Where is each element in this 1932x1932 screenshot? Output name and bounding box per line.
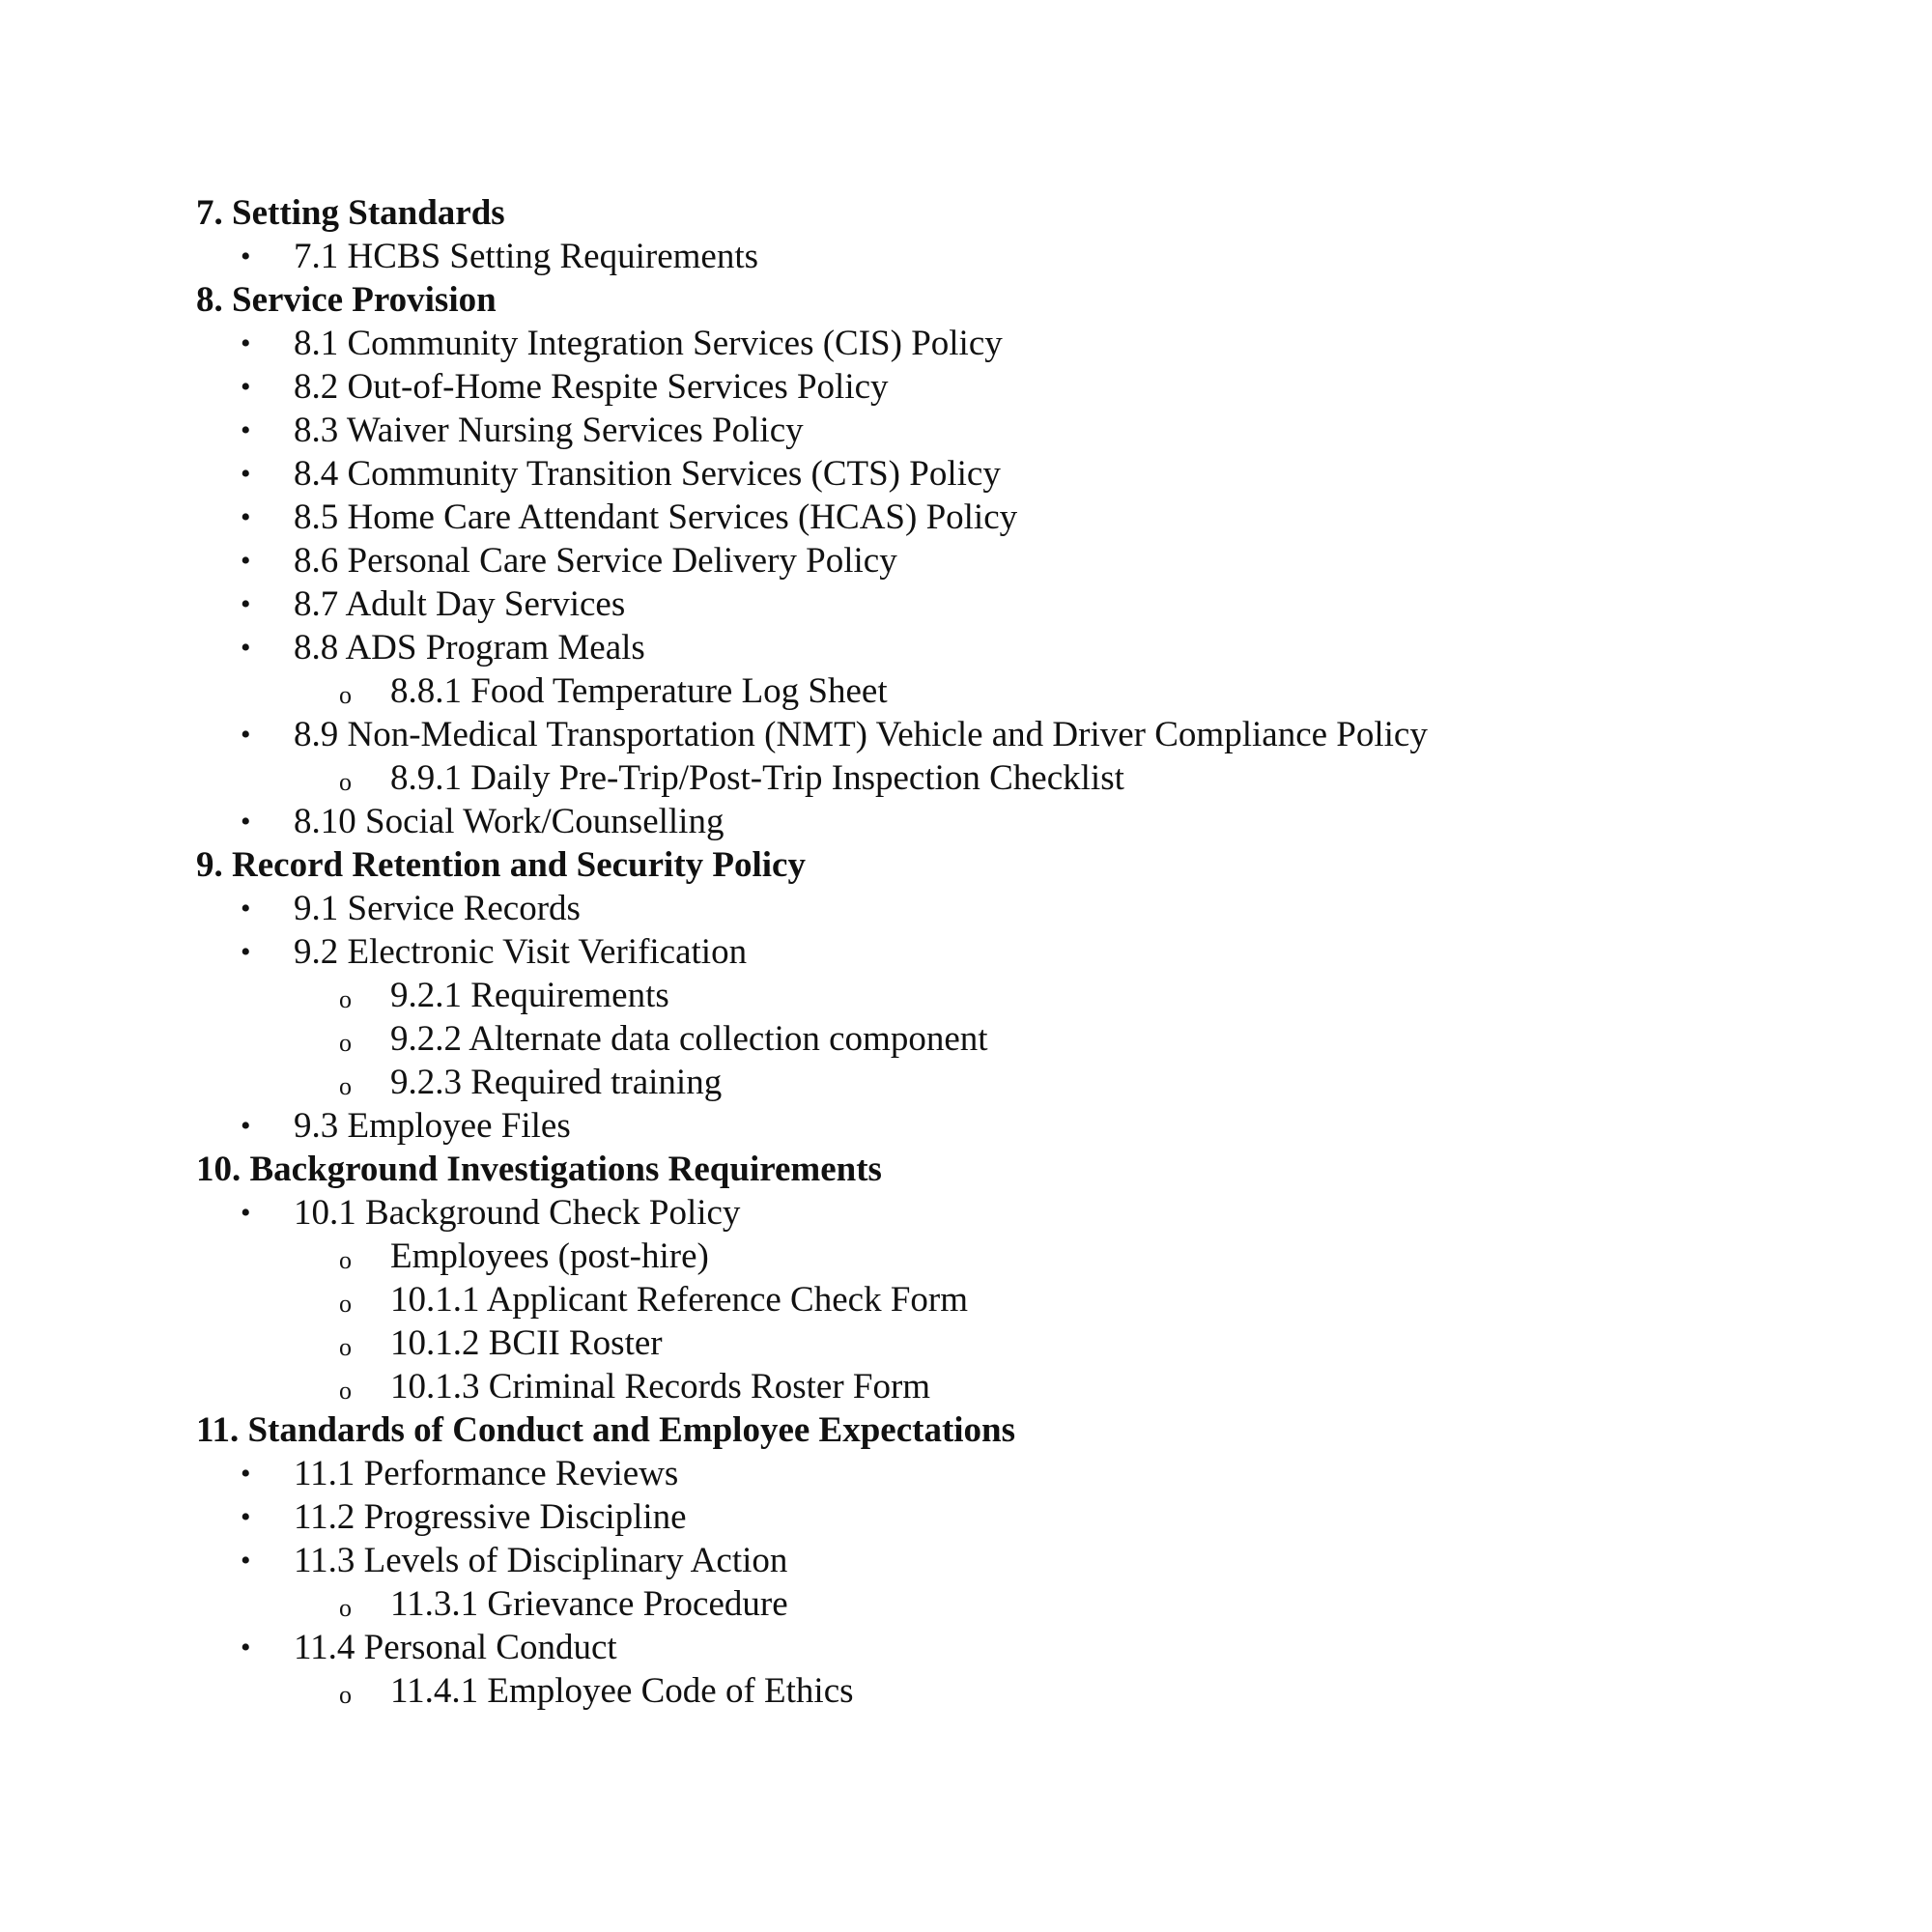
toc-item xyxy=(196,1191,1838,1235)
toc-subitem xyxy=(196,1235,1838,1278)
toc-subitem xyxy=(196,756,1838,800)
bullet-disc-icon: • xyxy=(241,458,251,490)
toc-item-label: 8.8 ADS Program Meals xyxy=(294,628,645,668)
bullet-circle-icon: o xyxy=(339,768,352,796)
toc-item-label: 8.3 Waiver Nursing Services Policy xyxy=(294,411,804,450)
toc-item-label: 11.1 Performance Reviews xyxy=(294,1454,679,1493)
bullet-disc-icon: • xyxy=(241,241,251,272)
toc-section xyxy=(196,278,1838,843)
bullet-disc-icon: • xyxy=(241,806,251,838)
toc-item xyxy=(196,930,1838,974)
toc-item-label: 11.3 Levels of Disciplinary Action xyxy=(294,1541,788,1580)
section-heading: 10. Background Investigations Requirements xyxy=(196,1150,882,1189)
bullet-disc-icon: • xyxy=(241,632,251,664)
toc-item xyxy=(196,713,1838,756)
toc-section xyxy=(196,843,1838,1148)
toc-item xyxy=(196,800,1838,843)
toc-subitem-label: 9.2.1 Requirements xyxy=(390,976,669,1015)
bullet-circle-icon: o xyxy=(339,1246,352,1274)
toc-subitem-label: 8.8.1 Food Temperature Log Sheet xyxy=(390,671,888,711)
toc-subitem-label: 11.4.1 Employee Code of Ethics xyxy=(390,1671,854,1711)
bullet-disc-icon: • xyxy=(241,414,251,446)
toc-subitem-label: 10.1.2 BCII Roster xyxy=(390,1323,663,1363)
bullet-disc-icon: • xyxy=(241,1110,251,1142)
toc-subitem-label: 11.3.1 Grievance Procedure xyxy=(390,1584,788,1624)
toc-item xyxy=(196,235,1838,278)
bullet-disc-icon: • xyxy=(241,936,251,968)
bullet-disc-icon: • xyxy=(241,371,251,403)
section-heading: 9. Record Retention and Security Policy xyxy=(196,845,806,885)
toc-item xyxy=(196,1539,1838,1582)
toc-item xyxy=(196,1452,1838,1495)
toc-item xyxy=(196,887,1838,930)
toc-item xyxy=(196,1626,1838,1669)
bullet-circle-icon: o xyxy=(339,1333,352,1361)
bullet-disc-icon: • xyxy=(241,501,251,533)
toc-item xyxy=(196,1495,1838,1539)
bullet-circle-icon: o xyxy=(339,1072,352,1100)
bullet-disc-icon: • xyxy=(241,327,251,359)
toc-item-label: 8.7 Adult Day Services xyxy=(294,584,626,624)
section-heading: 7. Setting Standards xyxy=(196,193,505,233)
toc-subitem xyxy=(196,1321,1838,1365)
toc-subitem-label: 8.9.1 Daily Pre-Trip/Post-Trip Inspection Checklist xyxy=(390,758,1124,798)
toc-subitem xyxy=(196,1582,1838,1626)
toc-subitem xyxy=(196,1017,1838,1061)
toc-subitem xyxy=(196,1365,1838,1408)
toc-item xyxy=(196,452,1838,496)
toc-item xyxy=(196,582,1838,626)
toc-item xyxy=(196,626,1838,669)
toc-subitem-label: 9.2.3 Required training xyxy=(390,1063,723,1102)
toc-subitem xyxy=(196,1061,1838,1104)
toc-item-label: 9.2 Electronic Visit Verification xyxy=(294,932,748,972)
toc-item-label: 11.2 Progressive Discipline xyxy=(294,1497,687,1537)
toc-item-label: 8.9 Non-Medical Transportation (NMT) Vehicle and Driver Compliance Policy xyxy=(294,715,1428,754)
toc-section xyxy=(196,191,1838,278)
bullet-disc-icon: • xyxy=(241,1197,251,1229)
toc-item-label: 9.3 Employee Files xyxy=(294,1106,571,1146)
toc-item-label: 7.1 HCBS Setting Requirements xyxy=(294,237,758,276)
bullet-circle-icon: o xyxy=(339,681,352,709)
toc-item-label: 8.5 Home Care Attendant Services (HCAS) Policy xyxy=(294,497,1018,537)
toc-item xyxy=(196,496,1838,539)
toc-item-label: 8.6 Personal Care Service Delivery Policy xyxy=(294,541,897,581)
bullet-disc-icon: • xyxy=(241,545,251,577)
bullet-circle-icon: o xyxy=(339,1290,352,1318)
toc-item xyxy=(196,409,1838,452)
bullet-disc-icon: • xyxy=(241,1458,251,1490)
toc-section xyxy=(196,1148,1838,1408)
toc-subitem xyxy=(196,1278,1838,1321)
bullet-disc-icon: • xyxy=(241,588,251,620)
toc-item-label: 8.4 Community Transition Services (CTS) Policy xyxy=(294,454,1001,494)
toc-subitem-label: 10.1.1 Applicant Reference Check Form xyxy=(390,1280,968,1320)
bullet-circle-icon: o xyxy=(339,1681,352,1709)
toc-item xyxy=(196,322,1838,365)
toc-item xyxy=(196,1104,1838,1148)
toc-section xyxy=(196,1408,1838,1713)
toc-subitem-label: Employees (post-hire) xyxy=(390,1236,709,1276)
section-heading: 8. Service Provision xyxy=(196,280,497,320)
toc-item-label: 11.4 Personal Conduct xyxy=(294,1628,617,1667)
toc-item-label: 8.2 Out-of-Home Respite Services Policy xyxy=(294,367,889,407)
bullet-circle-icon: o xyxy=(339,1029,352,1057)
toc-item-label: 10.1 Background Check Policy xyxy=(294,1193,741,1233)
table-of-contents xyxy=(196,191,1838,1713)
toc-subitem-label: 10.1.3 Criminal Records Roster Form xyxy=(390,1367,931,1406)
toc-subitem xyxy=(196,669,1838,713)
bullet-circle-icon: o xyxy=(339,1594,352,1622)
toc-subitem-label: 9.2.2 Alternate data collection component xyxy=(390,1019,988,1059)
bullet-disc-icon: • xyxy=(241,1545,251,1577)
section-heading: 11. Standards of Conduct and Employee Expectations xyxy=(196,1410,1016,1450)
toc-item-label: 8.10 Social Work/Counselling xyxy=(294,802,724,841)
toc-item-label: 8.1 Community Integration Services (CIS) Policy xyxy=(294,324,1003,363)
toc-item xyxy=(196,365,1838,409)
bullet-disc-icon: • xyxy=(241,1501,251,1533)
toc-subitem xyxy=(196,974,1838,1017)
bullet-circle-icon: o xyxy=(339,1377,352,1405)
bullet-disc-icon: • xyxy=(241,1632,251,1663)
toc-item-label: 9.1 Service Records xyxy=(294,889,581,928)
bullet-disc-icon: • xyxy=(241,719,251,751)
toc-subitem xyxy=(196,1669,1838,1713)
bullet-circle-icon: o xyxy=(339,985,352,1013)
toc-item xyxy=(196,539,1838,582)
bullet-disc-icon: • xyxy=(241,893,251,924)
